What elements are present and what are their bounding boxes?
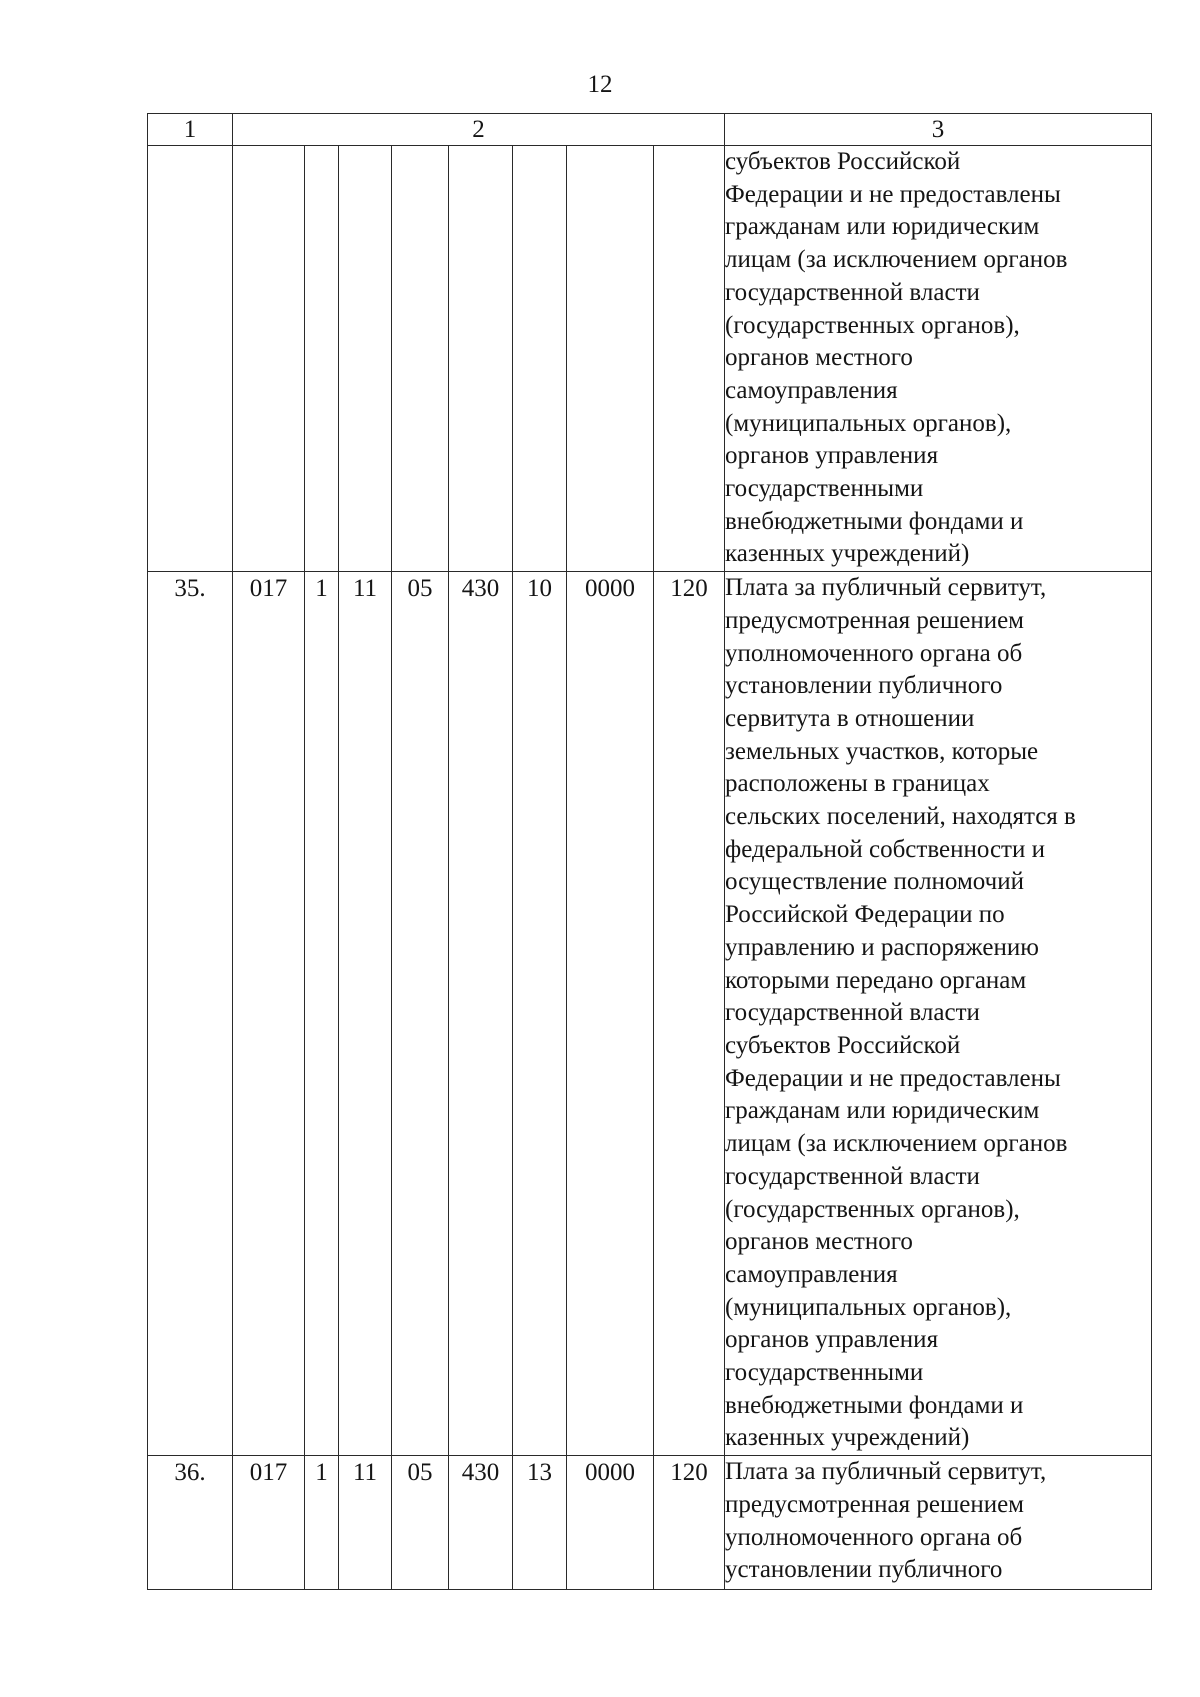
code-element: 10 [513,572,567,1456]
table-row [148,572,1152,1456]
code-subgroup: 11 [339,572,392,1456]
code-subarticle [449,146,513,572]
row-number: 35. [148,572,233,1456]
row-description: Плата за публичный сервитут, предусмотренная решением уполномоченного органа об установлении публичного [725,1456,1152,1590]
header-col-1: 1 [148,114,233,146]
row-description: Плата за публичный сервитут, предусмотренная решением уполномоченного органа об установлении публичного сервитута в отношении земельных участков, которые расположены в границах сельских поселений, находятся в федеральной собственности и осуществление полномочий Российской Федерации по управлению и распоряжению которыми передано органам государственной власти субъектов Российской Федерации и не предоставлены гражданам или юридическим лицам (за исключением органов государственной власти (государственных органов), органов местного самоуправления (муниципальных органов), органов управления государственными внебюджетными фондами и казенных учреждений) [725,572,1152,1456]
code-element: 13 [513,1456,567,1590]
code-article: 05 [392,572,449,1456]
code-program: 0000 [567,1456,654,1590]
table-header-row [148,114,1152,146]
code-subgroup: 11 [339,1456,392,1590]
code-economic: 120 [654,572,725,1456]
code-program: 0000 [567,572,654,1456]
code-group: 1 [305,1456,339,1590]
code-program [567,146,654,572]
budget-codes-table [147,113,1152,1590]
code-subgroup [339,146,392,572]
code-article: 05 [392,1456,449,1590]
row-number [148,146,233,572]
code-subarticle: 430 [449,572,513,1456]
code-element [513,146,567,572]
code-admin: 017 [233,572,305,1456]
code-subarticle: 430 [449,1456,513,1590]
table-row [148,146,1152,572]
table-row [148,1456,1152,1590]
code-admin [233,146,305,572]
row-description: субъектов Российской Федерации и не предоставлены гражданам или юридическим лицам (за исключением органов государственной власти (государственных органов), органов местного самоуправления (муниципальных органов), органов управления государственными внебюджетными фондами и казенных учреждений) [725,146,1152,572]
header-col-2: 2 [233,114,725,146]
code-group [305,146,339,572]
header-col-3: 3 [725,114,1152,146]
code-economic: 120 [654,1456,725,1590]
code-admin: 017 [233,1456,305,1590]
code-economic [654,146,725,572]
row-number: 36. [148,1456,233,1590]
code-group: 1 [305,572,339,1456]
code-article [392,146,449,572]
page-number: 12 [587,71,613,98]
